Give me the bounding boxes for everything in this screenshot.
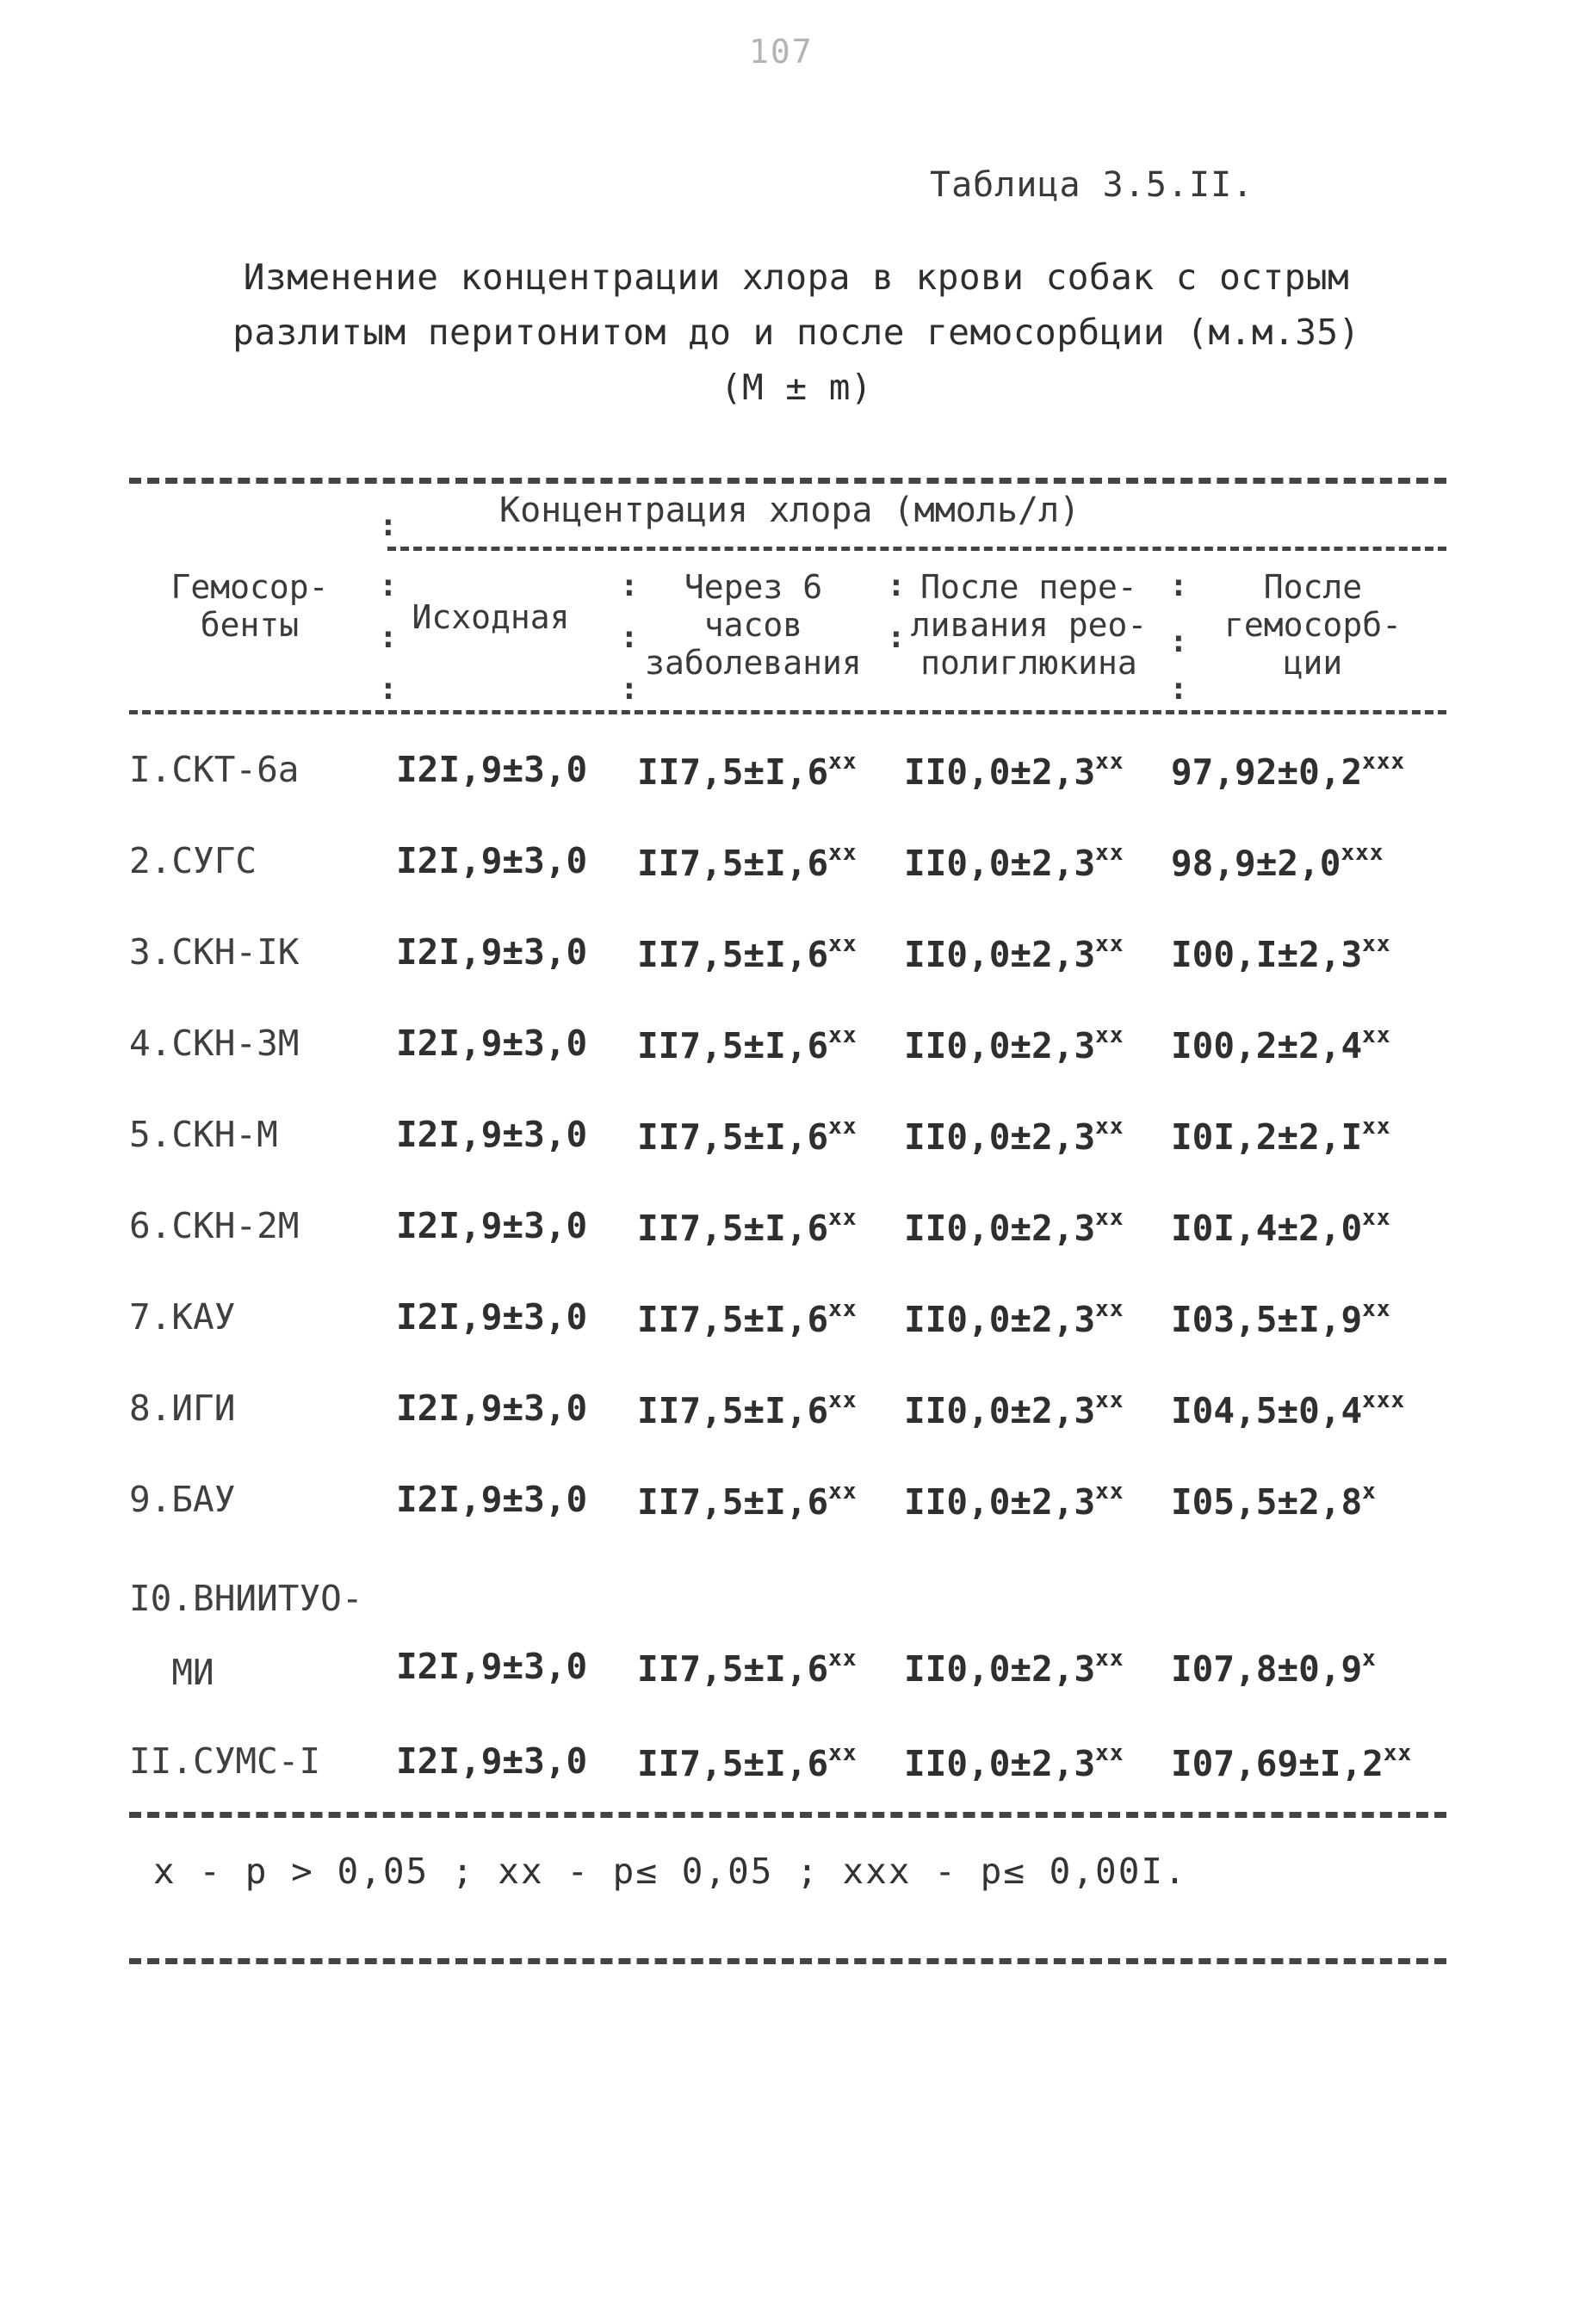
value-text: II0,0±2,3 <box>904 1390 1096 1431</box>
page-number: 107 <box>749 33 814 71</box>
value-text: I04,5±0,4 <box>1171 1390 1363 1431</box>
value-cell-c3 <box>904 1114 1124 1158</box>
value-cell-c1 <box>396 840 587 881</box>
value-cell-c3 <box>904 1388 1124 1431</box>
column-header-after-transfusion: После пере- ливания рео- полиглюкина <box>910 568 1148 682</box>
value-cell-c3 <box>904 931 1124 975</box>
caption-line-1: Изменение концентрации хлора в крови собак с острым <box>243 257 1350 298</box>
significance-mark: xx <box>828 840 858 866</box>
significance-mark: xx <box>1095 840 1124 866</box>
table-row <box>129 1188 1446 1279</box>
sorbent-name: 2.СУГС <box>129 840 257 881</box>
value-cell-c1 <box>396 1388 587 1429</box>
value-text: I2I,9±3,0 <box>396 1296 588 1338</box>
value-cell-c4 <box>1171 749 1405 793</box>
column-separator: : <box>1169 624 1188 659</box>
value-cell-c2 <box>637 1740 857 1784</box>
value-cell-c3 <box>904 1740 1124 1784</box>
value-text: I2I,9±3,0 <box>396 1646 588 1687</box>
value-cell-c4 <box>1171 1388 1405 1431</box>
column-separator: : <box>1169 568 1188 603</box>
value-cell-c2 <box>637 1114 857 1158</box>
value-text: II0,0±2,3 <box>904 751 1096 793</box>
value-text: I2I,9±3,0 <box>396 1205 588 1246</box>
value-text: I2I,9±3,0 <box>396 931 588 973</box>
table-row <box>129 823 1446 914</box>
group-header-rule <box>387 547 1446 551</box>
value-cell-c1 <box>396 1114 587 1155</box>
value-text: I07,69±I,2 <box>1171 1743 1384 1784</box>
significance-mark: xx <box>1362 931 1391 957</box>
column-separator: : <box>379 620 398 655</box>
value-text: II0,0±2,3 <box>904 1743 1096 1784</box>
value-text: I2I,9±3,0 <box>396 1740 588 1782</box>
table-top-rule <box>129 478 1446 484</box>
value-cell-c2 <box>637 840 857 884</box>
significance-mark: x <box>1362 1479 1377 1505</box>
value-text: II0,0±2,3 <box>904 1208 1096 1249</box>
significance-mark: xx <box>1095 1740 1124 1766</box>
sorbent-name: 3.СКН-IК <box>129 931 300 973</box>
significance-mark: xx <box>1095 1646 1124 1672</box>
significance-mark: xx <box>1095 1023 1124 1048</box>
value-cell-c1 <box>396 1205 587 1246</box>
value-cell-c2 <box>637 1479 857 1523</box>
value-cell-c2 <box>637 1205 857 1249</box>
value-text: II7,5±I,6 <box>637 1390 829 1431</box>
value-cell-c4 <box>1171 1205 1390 1249</box>
table-row <box>129 1005 1446 1097</box>
value-cell-c2 <box>637 1646 857 1690</box>
value-text: II7,5±I,6 <box>637 1648 829 1690</box>
value-cell-c4 <box>1171 1023 1390 1066</box>
value-text: II7,5±I,6 <box>637 934 829 975</box>
table-body <box>129 732 1446 1814</box>
footnote-bottom-rule <box>129 1958 1446 1964</box>
significance-mark: xx <box>1362 1205 1391 1231</box>
significance-mark: xx <box>828 1023 858 1048</box>
column-separator: : <box>887 620 906 655</box>
value-cell-c4 <box>1171 840 1384 884</box>
significance-mark: xx <box>828 1740 858 1766</box>
value-cell-c3 <box>904 1205 1124 1249</box>
significance-mark: xx <box>828 1205 858 1231</box>
value-cell-c1 <box>396 1740 587 1782</box>
sorbent-name: 7.КАУ <box>129 1296 236 1338</box>
value-text: 97,92±0,2 <box>1171 751 1363 793</box>
value-cell-c2 <box>637 1023 857 1066</box>
significance-mark: xx <box>1383 1740 1413 1766</box>
sorbent-name: I0.ВНИИТУО- МИ <box>129 1578 363 1693</box>
sorbent-name: I.СКТ-6а <box>129 749 300 790</box>
significance-mark: xx <box>828 1646 858 1672</box>
column-header-after-hemosorption: После гемосорб- ции <box>1224 568 1402 682</box>
caption-line-2: разлитым перитонитом до и после гемосорбции (м.м.35) <box>232 312 1360 353</box>
sorbent-name: 6.СКН-2М <box>129 1205 300 1246</box>
group-header: Концентрация хлора (ммоль/л) <box>499 491 1081 530</box>
column-separator: : <box>379 671 398 707</box>
value-text: I2I,9±3,0 <box>396 1114 588 1155</box>
table-label: Таблица 3.5.II. <box>930 165 1254 205</box>
column-separator: : <box>620 568 639 603</box>
value-cell-c4 <box>1171 931 1390 975</box>
value-cell-c4 <box>1171 1479 1377 1523</box>
value-text: 98,9±2,0 <box>1171 843 1341 884</box>
value-cell-c1 <box>396 749 587 790</box>
significance-mark: xxx <box>1362 1388 1406 1413</box>
table-caption <box>172 250 1421 415</box>
value-cell-c3 <box>904 1646 1124 1690</box>
value-text: II0,0±2,3 <box>904 1481 1096 1523</box>
value-cell-c1 <box>396 1296 587 1338</box>
significance-mark: xx <box>828 1114 858 1140</box>
value-text: II7,5±I,6 <box>637 1481 829 1523</box>
significance-mark: xx <box>1095 1388 1124 1413</box>
value-text: I03,5±I,9 <box>1171 1299 1363 1340</box>
value-text: I00,2±2,4 <box>1171 1025 1363 1066</box>
value-text: II7,5±I,6 <box>637 751 829 793</box>
value-text: II0,0±2,3 <box>904 843 1096 884</box>
significance-mark: xx <box>1095 1296 1124 1322</box>
table-bottom-rule <box>129 1812 1446 1818</box>
header-bottom-rule <box>129 710 1446 714</box>
column-separator: : <box>379 568 398 603</box>
column-header-sorbents: Гемосор- бенты <box>170 568 329 644</box>
value-cell-c3 <box>904 1296 1124 1340</box>
value-cell-c4 <box>1171 1296 1390 1340</box>
value-cell-c1 <box>396 1023 587 1064</box>
value-text: II7,5±I,6 <box>637 1743 829 1784</box>
value-text: I0I,4±2,0 <box>1171 1208 1363 1249</box>
value-text: I2I,9±3,0 <box>396 749 588 790</box>
significance-mark: xx <box>1095 1479 1124 1505</box>
value-text: II7,5±I,6 <box>637 843 829 884</box>
value-text: II7,5±I,6 <box>637 1208 829 1249</box>
column-separator: : <box>620 671 639 707</box>
significance-mark: xx <box>1095 749 1124 775</box>
value-text: I2I,9±3,0 <box>396 1388 588 1429</box>
table-row <box>129 1723 1446 1814</box>
value-cell-c4 <box>1171 1740 1412 1784</box>
sorbent-name: 8.ИГИ <box>129 1388 236 1429</box>
value-cell-c3 <box>904 840 1124 884</box>
column-separator: : <box>887 568 906 603</box>
value-cell-c1 <box>396 1479 587 1520</box>
column-header-initial: Исходная <box>412 598 570 636</box>
value-cell-c2 <box>637 1388 857 1431</box>
value-text: I2I,9±3,0 <box>396 1479 588 1520</box>
significance-mark: xx <box>828 1479 858 1505</box>
significance-mark: xx <box>1095 931 1124 957</box>
significance-mark: xx <box>1095 1205 1124 1231</box>
value-text: I05,5±2,8 <box>1171 1481 1363 1523</box>
significance-footnote: x - p > 0,05 ; xx - p≤ 0,05 ; xxx - p≤ 0,00I. <box>153 1851 1187 1892</box>
significance-mark: xx <box>1362 1296 1391 1322</box>
value-text: I2I,9±3,0 <box>396 1023 588 1064</box>
significance-mark: xx <box>1362 1023 1391 1048</box>
table-row <box>129 914 1446 1005</box>
column-header-6-hours: Через 6 часов заболевания <box>645 568 862 682</box>
table-row <box>129 1097 1446 1188</box>
significance-mark: xxx <box>1362 749 1406 775</box>
sorbent-name: II.СУМС-I <box>129 1740 321 1782</box>
value-cell-c2 <box>637 1296 857 1340</box>
significance-mark: x <box>1362 1646 1377 1672</box>
significance-mark: xx <box>1095 1114 1124 1140</box>
significance-mark: xxx <box>1341 840 1384 866</box>
value-text: I07,8±0,9 <box>1171 1648 1363 1690</box>
value-text: II7,5±I,6 <box>637 1116 829 1158</box>
significance-mark: xx <box>828 1388 858 1413</box>
column-separator: : <box>379 508 398 543</box>
value-text: I2I,9±3,0 <box>396 840 588 881</box>
sorbent-name: 9.БАУ <box>129 1479 236 1520</box>
value-cell-c3 <box>904 1023 1124 1066</box>
value-cell-c1 <box>396 931 587 973</box>
column-separator: : <box>1169 671 1188 707</box>
value-cell-c3 <box>904 1479 1124 1523</box>
significance-mark: xx <box>828 749 858 775</box>
significance-mark: xx <box>828 1296 858 1322</box>
value-cell-c4 <box>1171 1114 1390 1158</box>
table-row <box>129 1553 1446 1723</box>
caption-line-3: (M ± m) <box>720 367 873 408</box>
value-text: I00,I±2,3 <box>1171 934 1363 975</box>
table-row <box>129 1279 1446 1370</box>
significance-mark: xx <box>1362 1114 1391 1140</box>
value-text: II7,5±I,6 <box>637 1025 829 1066</box>
significance-mark: xx <box>828 931 858 957</box>
value-text: II0,0±2,3 <box>904 1116 1096 1158</box>
value-cell-c3 <box>904 749 1124 793</box>
value-cell-c1 <box>396 1646 587 1687</box>
value-cell-c2 <box>637 931 857 975</box>
value-cell-c4 <box>1171 1646 1377 1690</box>
value-text: I0I,2±2,I <box>1171 1116 1363 1158</box>
table-row <box>129 1462 1446 1553</box>
table-row <box>129 732 1446 823</box>
value-text: II7,5±I,6 <box>637 1299 829 1340</box>
value-cell-c2 <box>637 749 857 793</box>
sorbent-name: 4.СКН-3М <box>129 1023 300 1064</box>
table-row <box>129 1370 1446 1462</box>
value-text: II0,0±2,3 <box>904 1025 1096 1066</box>
value-text: II0,0±2,3 <box>904 934 1096 975</box>
value-text: II0,0±2,3 <box>904 1299 1096 1340</box>
value-text: II0,0±2,3 <box>904 1648 1096 1690</box>
sorbent-name: 5.СКН-М <box>129 1114 278 1155</box>
column-separator: : <box>620 620 639 655</box>
